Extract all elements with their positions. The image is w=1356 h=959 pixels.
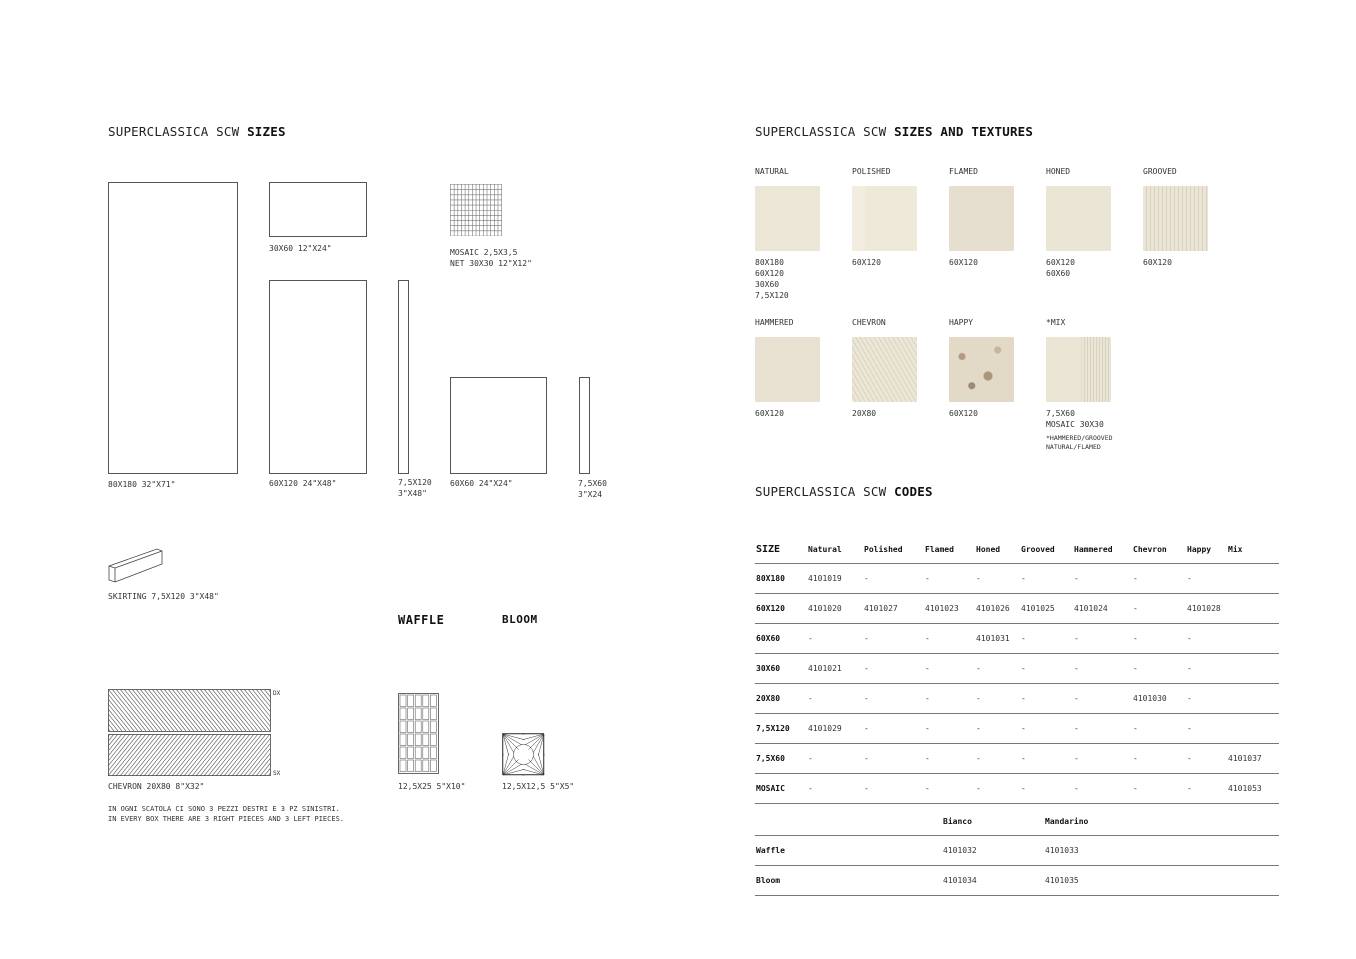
code-cell: -: [1186, 684, 1227, 714]
deco-table-wrap: [755, 807, 1279, 896]
product-cell: Waffle: [755, 836, 942, 866]
code-cell: -: [924, 714, 975, 744]
table-row: [755, 714, 1279, 744]
tile-7-5x60: [579, 377, 590, 474]
code-cell: 4101031: [975, 624, 1020, 654]
label-30x60: 30X60 12"X24": [269, 244, 332, 253]
texture-swatch-mix: [1046, 337, 1111, 402]
code-cell: -: [1132, 624, 1186, 654]
waffle-title: WAFFLE: [398, 613, 445, 627]
tile-80x180: [108, 182, 238, 474]
code-cell: -: [1073, 684, 1132, 714]
textures-title: SUPERCLASSICA SCW SIZES AND TEXTURES: [755, 124, 1034, 139]
texture-swatch-flamed: [949, 186, 1014, 251]
label-mosaic: MOSAIC 2,5X3,5 NET 30X30 12"X12": [450, 248, 532, 268]
code-cell: -: [863, 654, 924, 684]
code-cell: -: [1073, 714, 1132, 744]
code-cell: 4101025: [1020, 594, 1073, 624]
size-cell: 60X60: [755, 624, 807, 654]
label-60x60: 60X60 24"X24": [450, 479, 513, 488]
code-cell: -: [1186, 774, 1227, 804]
code-cell: -: [1132, 594, 1186, 624]
code-cell: -: [924, 684, 975, 714]
deco-header-2: Mandarino: [1045, 816, 1089, 826]
label-7-5x120: 7,5X120 3"X48": [398, 478, 432, 498]
code-cell: -: [975, 714, 1020, 744]
size-cell: 30X60: [755, 654, 807, 684]
texture-name-grooved: GROOVED: [1143, 167, 1177, 176]
table-row: [755, 564, 1279, 594]
tile-7-5x120: [398, 280, 409, 474]
size-cell: 60X120: [755, 594, 807, 624]
texture-swatch-happy: [949, 337, 1014, 402]
bloom-title: BLOOM: [502, 613, 538, 626]
code-cell: -: [1073, 624, 1132, 654]
code-cell: [1227, 714, 1279, 744]
code-cell: 4101053: [1227, 774, 1279, 804]
code-cell: -: [975, 564, 1020, 594]
label-chevron: CHEVRON 20X80 8"X32": [108, 782, 205, 791]
texture-name-chevron: CHEVRON: [852, 318, 886, 327]
code-cell: -: [1073, 564, 1132, 594]
code-cell: -: [1186, 564, 1227, 594]
texture-name-natural: NATURAL: [755, 167, 789, 176]
tile-30x60: [269, 182, 367, 237]
chevron-drawing: [108, 689, 272, 777]
size-cell: 20X80: [755, 684, 807, 714]
code-cell: -: [807, 744, 863, 774]
code-cell: -: [863, 774, 924, 804]
codes-table: [755, 535, 1279, 804]
texture-name-hammered: HAMMERED: [755, 318, 794, 327]
code-cell: -: [863, 714, 924, 744]
code-cell: 4101030: [1132, 684, 1186, 714]
texture-swatch-honed: [1046, 186, 1111, 251]
code-cell: -: [807, 624, 863, 654]
code-cell: 4101035: [1044, 866, 1279, 896]
code-cell: -: [975, 654, 1020, 684]
tile-60x60: [450, 377, 547, 474]
texture-swatch-chevron: [852, 337, 917, 402]
codes-header-8: Happy: [1187, 544, 1212, 554]
texture-sizes-honed: 60X120 60X60: [1046, 258, 1075, 278]
code-cell: -: [807, 684, 863, 714]
texture-sizes-polished: 60X120: [852, 258, 881, 267]
texture-name-polished: POLISHED: [852, 167, 891, 176]
code-cell: -: [1073, 744, 1132, 774]
table-row: [755, 684, 1279, 714]
texture-sizes-hammered: 60X120: [755, 409, 784, 418]
texture-sizes-grooved: 60X120: [1143, 258, 1172, 267]
code-cell: -: [1132, 774, 1186, 804]
texture-swatch-hammered: [755, 337, 820, 402]
texture-swatch-polished: [852, 186, 917, 251]
code-cell: -: [924, 564, 975, 594]
texture-swatch-natural: [755, 186, 820, 251]
code-cell: -: [863, 624, 924, 654]
chevron-note: IN OGNI SCATOLA CI SONO 3 PEZZI DESTRI E 3 PZ SINISTRI. IN EVERY BOX THERE ARE 3 RIGHT PIECES AND 3 LEFT PIECES.: [108, 805, 345, 823]
codes-table-wrap: [755, 535, 1279, 804]
size-cell: 80X180: [755, 564, 807, 594]
bloom-drawing: [502, 733, 545, 776]
codes-title: SUPERCLASSICA SCW CODES: [755, 484, 933, 499]
code-cell: 4101020: [807, 594, 863, 624]
code-cell: 4101029: [807, 714, 863, 744]
deco-header-1: Bianco: [943, 816, 972, 826]
deco-header-0: [755, 807, 942, 836]
code-cell: -: [924, 744, 975, 774]
texture-name-honed: HONED: [1046, 167, 1071, 176]
codes-header-6: Hammered: [1074, 544, 1113, 554]
code-cell: -: [924, 774, 975, 804]
code-cell: [1227, 564, 1279, 594]
label-7-5x60: 7,5X60 3"X24: [578, 479, 607, 499]
chevron-dx-label: DX: [273, 690, 281, 697]
code-cell: -: [863, 684, 924, 714]
tile-60x120: [269, 280, 367, 474]
code-cell: [1227, 624, 1279, 654]
table-row: [755, 866, 1279, 896]
skirting-drawing: [107, 546, 165, 586]
table-row: [755, 654, 1279, 684]
code-cell: -: [1132, 654, 1186, 684]
code-cell: 4101024: [1073, 594, 1132, 624]
code-cell: -: [975, 774, 1020, 804]
code-cell: -: [924, 624, 975, 654]
code-cell: -: [1020, 654, 1073, 684]
table-row: [755, 624, 1279, 654]
code-cell: -: [1020, 714, 1073, 744]
code-cell: -: [924, 654, 975, 684]
code-cell: -: [975, 744, 1020, 774]
label-60x120: 60X120 24"X48": [269, 479, 337, 488]
code-cell: -: [1132, 564, 1186, 594]
code-cell: 4101023: [924, 594, 975, 624]
code-cell: -: [1073, 654, 1132, 684]
code-cell: [1227, 684, 1279, 714]
code-cell: -: [1020, 774, 1073, 804]
code-cell: 4101034: [942, 866, 1044, 896]
texture-swatch-grooved: [1143, 186, 1208, 251]
codes-header-5: Grooved: [1021, 544, 1055, 554]
code-cell: 4101037: [1227, 744, 1279, 774]
codes-header-9: Mix: [1228, 544, 1243, 554]
table-row: [755, 744, 1279, 774]
code-cell: -: [1132, 714, 1186, 744]
code-cell: -: [863, 564, 924, 594]
texture-sizes-chevron: 20X80: [852, 409, 877, 418]
texture-name-flamed: FLAMED: [949, 167, 978, 176]
code-cell: -: [1073, 774, 1132, 804]
label-waffle: 12,5X25 5"X10": [398, 782, 466, 791]
size-cell: MOSAIC: [755, 774, 807, 804]
code-cell: [1227, 594, 1279, 624]
code-cell: 4101021: [807, 654, 863, 684]
texture-sizes-flamed: 60X120: [949, 258, 978, 267]
code-cell: -: [1132, 744, 1186, 774]
texture-name-happy: HAPPY: [949, 318, 974, 327]
codes-header-4: Honed: [976, 544, 1001, 554]
code-cell: -: [1186, 654, 1227, 684]
table-row: [755, 594, 1279, 624]
codes-header-0: SIZE: [756, 543, 781, 555]
label-bloom: 12,5X12,5 5"X5": [502, 782, 575, 791]
codes-header-7: Chevron: [1133, 544, 1167, 554]
size-cell: 7,5X120: [755, 714, 807, 744]
label-skirting: SKIRTING 7,5X120 3"X48": [108, 592, 219, 601]
code-cell: -: [1020, 624, 1073, 654]
code-cell: -: [1186, 744, 1227, 774]
size-cell: 7,5X60: [755, 744, 807, 774]
texture-sizes-mix: 7,5X60 MOSAIC 30X30: [1046, 409, 1104, 429]
code-cell: -: [1186, 714, 1227, 744]
code-cell: 4101028: [1186, 594, 1227, 624]
codes-header-3: Flamed: [925, 544, 954, 554]
code-cell: 4101033: [1044, 836, 1279, 866]
code-cell: 4101032: [942, 836, 1044, 866]
codes-header-1: Natural: [808, 544, 842, 554]
code-cell: [1227, 654, 1279, 684]
table-row: [755, 836, 1279, 866]
codes-header-2: Polished: [864, 544, 903, 554]
code-cell: -: [1186, 624, 1227, 654]
code-cell: -: [975, 684, 1020, 714]
code-cell: 4101019: [807, 564, 863, 594]
product-cell: Bloom: [755, 866, 942, 896]
texture-sizes-natural: 80X180 60X120 30X60 7,5X120: [755, 258, 789, 300]
chevron-sx-label: SX: [273, 770, 281, 777]
table-row: [755, 774, 1279, 804]
code-cell: -: [1020, 564, 1073, 594]
code-cell: 4101027: [863, 594, 924, 624]
code-cell: -: [807, 774, 863, 804]
texture-name-mix: *MIX: [1046, 318, 1066, 327]
sizes-title: SUPERCLASSICA SCW SIZES: [108, 124, 286, 139]
mix-note: *HAMMERED/GROOVED NATURAL/FLAMED: [1046, 434, 1113, 451]
code-cell: -: [1020, 744, 1073, 774]
mosaic-grid: [450, 184, 502, 236]
waffle-drawing: [398, 693, 440, 775]
label-80x180: 80X180 32"X71": [108, 480, 176, 489]
code-cell: -: [863, 744, 924, 774]
code-cell: 4101026: [975, 594, 1020, 624]
texture-sizes-happy: 60X120: [949, 409, 978, 418]
code-cell: -: [1020, 684, 1073, 714]
deco-table: [755, 807, 1279, 896]
